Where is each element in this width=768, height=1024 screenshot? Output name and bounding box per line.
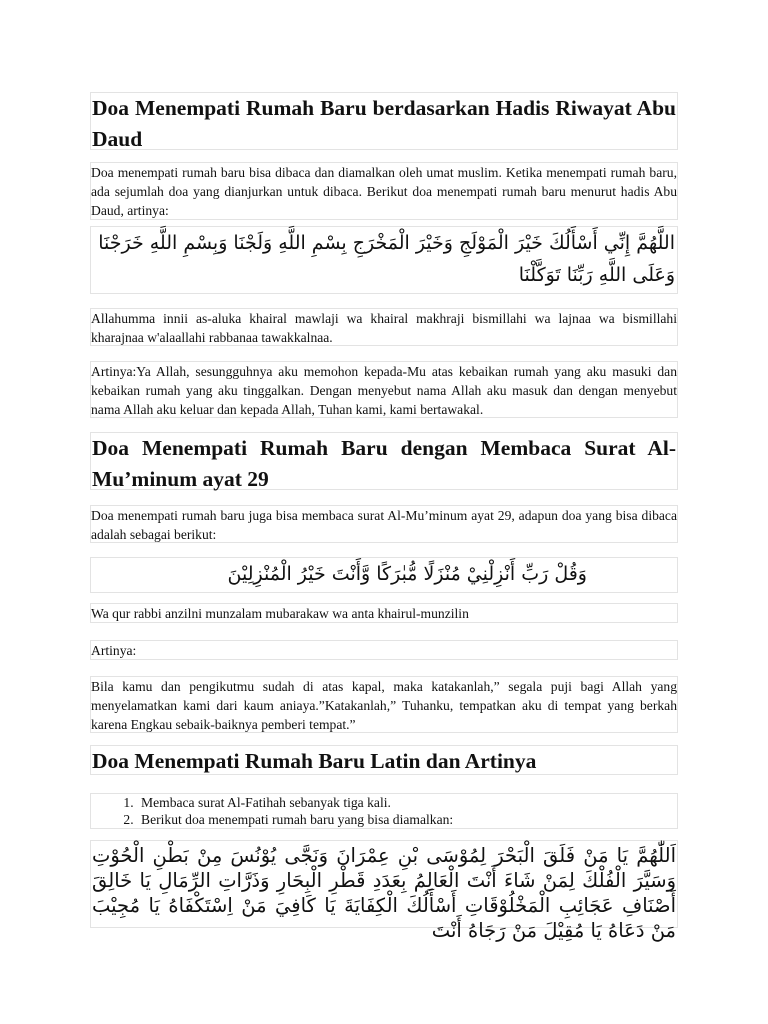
- section1-arabic-block: [90, 226, 678, 294]
- section3-arabic-block: [90, 840, 678, 942]
- section1-intro-block: [90, 162, 678, 220]
- section2-heading: Doa Menempati Rumah Baru dengan Membaca Surat Al-Mu’minum ayat 29: [92, 436, 676, 491]
- section2-latin-text: Wa qur rabbi anzilni munzalam mubarakaw wa anta khairul-munzilin: [91, 606, 469, 621]
- section3-list-block: [90, 793, 678, 829]
- section3-heading-block: [90, 745, 678, 775]
- section1-intro: Doa menempati rumah baru bisa dibaca dan diamalkan oleh umat muslim. Ketika menempati rumah baru, ada sejumlah doa yang dianjurkan untuk dibaca. Berikut doa menempati rumah baru menurut hadis Abu Daud, artinya:: [91, 165, 677, 218]
- steps-list: [91, 794, 677, 828]
- section2-meaning-label-block: [90, 640, 678, 660]
- section2-intro: Doa menempati rumah baru juga bisa membaca surat Al-Mu’minum ayat 29, adapun doa yang bisa dibaca adalah sebagai berikut:: [91, 508, 677, 542]
- section1-heading-block: [90, 92, 678, 150]
- section1-latin-text: Allahumma innii as-aluka khairal mawlaji wa khairal makhraji bismillahi wa lajnaa wa bismillahi kharajnaa w'alaallahi rabbanaa tawakkalnaa.: [91, 311, 677, 345]
- section2-heading-block: [90, 432, 678, 490]
- list-item: 2. Berikut doa menempati rumah baru yang bisa diamalkan:: [137, 811, 677, 828]
- section3-arabic-prayer: اَللّٰهُمَّ يَا مَنْ فَلَقَ الْبَحْرَ لِمُوْسَى بْنِ عِمْرَانَ وَنَجَّى يُوْنُسَ مِنْ بَطْنِ الْحُوْتِ وَسَيَّرَ الْفُلْكَ لِمَنْ شَاءَ أَنْتَ الْعَالِمُ بِعَدَدِ قَطْرِ الْبِحَارِ وَذَرَّاتِ الرِّمَالِ يَا خَالِقَ أَصْنَافِ عَجَائِبِ الْمَخْلُوْقَاتِ أَسْأَلُكَ الْكِفَايَةَ يَا كَافِيَ مَنْ اِسْتَكْفَاهُ يَا مُجِيْبَ مَنْ دَعَاهُ يَا مُقِيْلَ مَنْ رَجَاهُ أَنْتَ: [92, 844, 676, 942]
- section2-arabic-verse: وَقُلْ رَبِّ أَنْزِلْنِيْ مُنْزَلًا مُّبٰرَكًا وَّأَنْتَ خَيْرُ الْمُنْزِلِيْنَ: [227, 563, 587, 585]
- section3-heading: Doa Menempati Rumah Baru Latin dan Artinya: [92, 749, 537, 773]
- section2-meaning-text: Bila kamu dan pengikutmu sudah di atas kapal, maka katakanlah,” segala puji bagi Allah yang menyelamatkan kami dari kaum aniaya.”Katakanlah,” Tuhanku, tempatkan aku di tempat yang berkah karena Engkau sebaik-baiknya pemberi tempat.”: [91, 679, 677, 732]
- section1-meaning-text: Artinya:Ya Allah, sesungguhnya aku memohon kepada-Mu atas kebaikan rumah yang aku masuki dan kebaikan rumah yang aku tinggalkan. Dengan menyebut nama Allah aku masuk dan dengan menyebut nama Allah aku keluar dan kepada Allah, Tuhan kami, kami bertawakal.: [91, 364, 677, 417]
- section1-arabic-prayer: اللَّهُمَّ إِنِّي أَسْأَلُكَ خَيْرَ الْمَوْلَجِ وَخَيْرَ الْمَخْرَجِ بِسْمِ اللَّهِ وَلَجْنَا وَبِسْمِ اللَّهِ خَرَجْنَا وَعَلَى اللَّهِ رَبِّنَا تَوَكَّلْنَا: [98, 232, 675, 286]
- list-item: 1. Membaca surat Al-Fatihah sebanyak tiga kali.: [137, 794, 677, 811]
- section1-heading: Doa Menempati Rumah Baru berdasarkan Hadis Riwayat Abu Daud: [92, 96, 676, 151]
- section2-intro-block: [90, 505, 678, 543]
- section1-latin-block: [90, 308, 678, 346]
- section2-latin-block: [90, 603, 678, 623]
- section1-meaning-block: [90, 361, 678, 418]
- section2-meaning-label: Artinya:: [91, 643, 137, 658]
- section2-meaning-block: [90, 676, 678, 733]
- section2-arabic-block: [90, 557, 678, 593]
